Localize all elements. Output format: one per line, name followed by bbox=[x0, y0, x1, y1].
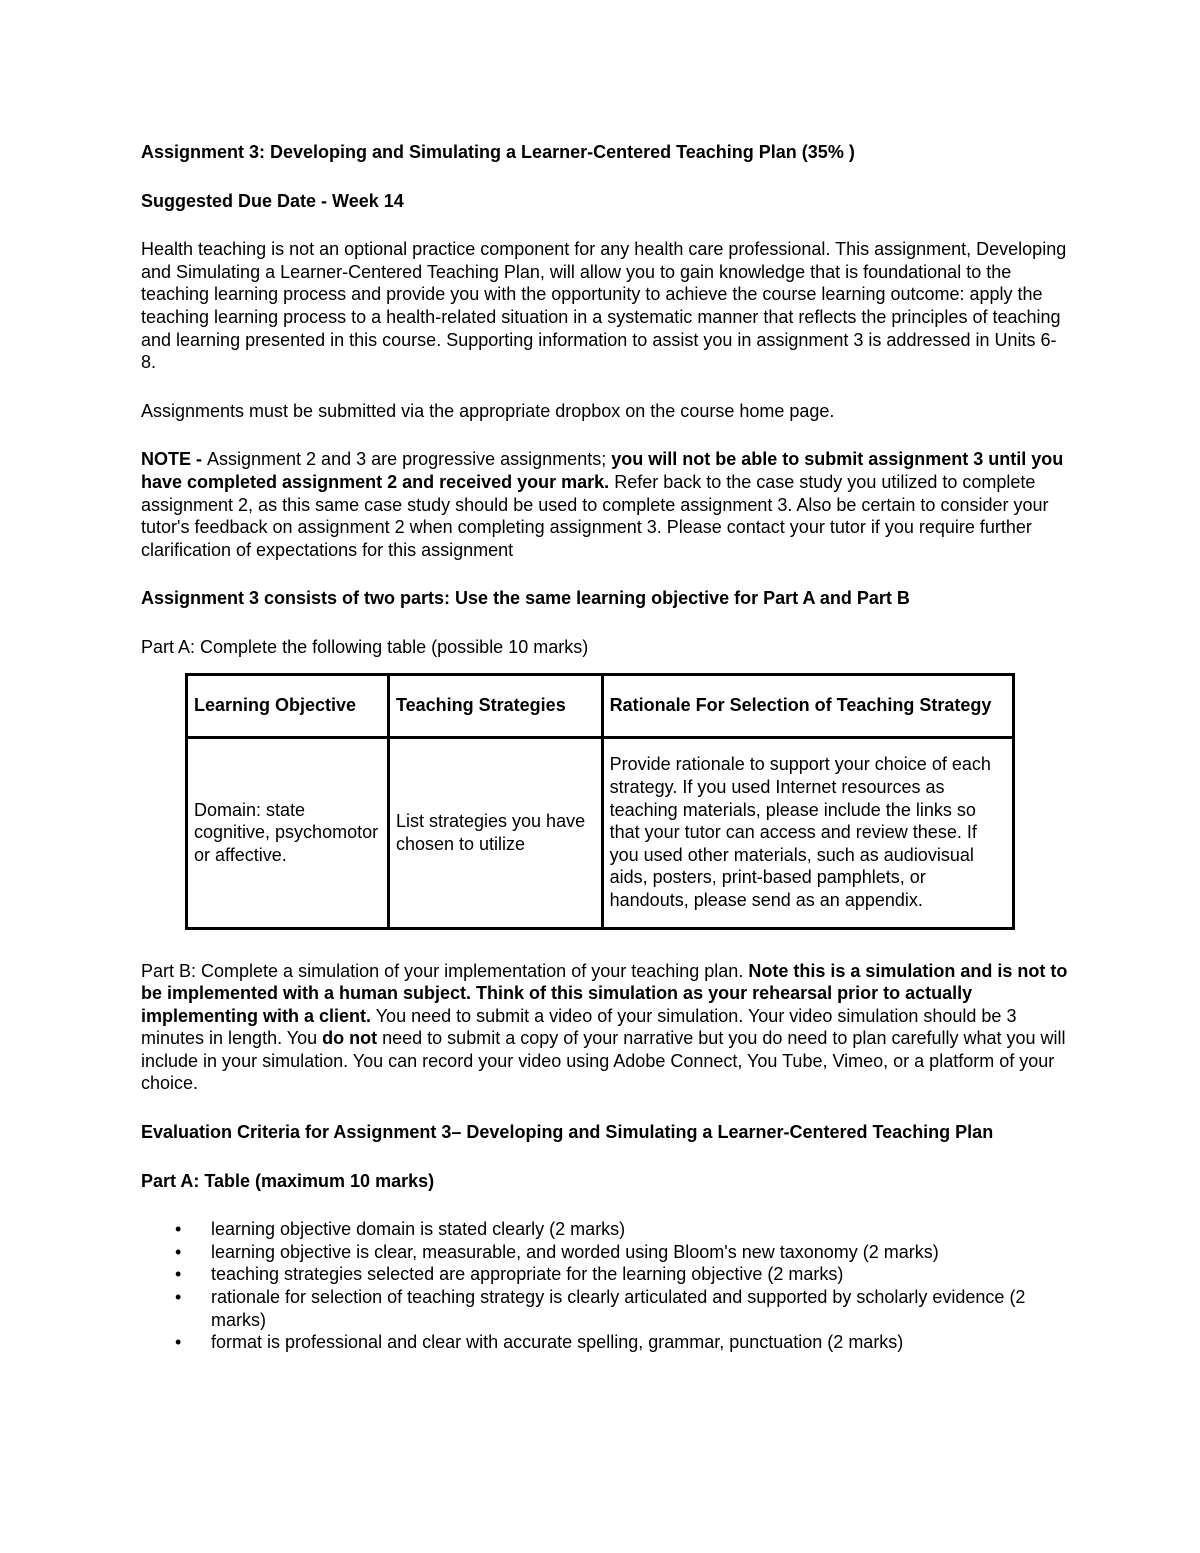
bullet-icon: • bbox=[175, 1287, 182, 1308]
list-item bbox=[141, 1263, 1071, 1286]
list-item bbox=[141, 1331, 1071, 1354]
criteria-text: format is professional and clear with accurate spelling, grammar, punctuation (2 marks) bbox=[211, 1332, 904, 1353]
part-a-heading: Part A: Table (maximum 10 marks) bbox=[141, 1170, 435, 1191]
table-row bbox=[187, 737, 1014, 928]
assignment-title: Assignment 3: Developing and Simulating a Learner-Centered Teaching Plan (35% ) bbox=[141, 142, 855, 162]
criteria-text: rationale for selection of teaching strategy is clearly articulated and supported by scholarly evidence (2 marks) bbox=[211, 1287, 1026, 1330]
parts-heading: Assignment 3 consists of two parts: Use the same learning objective for Part A and Part B bbox=[141, 588, 910, 609]
bullet-icon: • bbox=[175, 1332, 182, 1353]
cell-teaching-strategies: List strategies you have chosen to utilize bbox=[388, 737, 602, 928]
bullet-icon: • bbox=[175, 1241, 182, 1262]
criteria-text: teaching strategies selected are appropriate for the learning objective (2 marks) bbox=[211, 1264, 844, 1285]
table-header-row bbox=[187, 674, 1014, 737]
part-b-text-1: Part B: Complete a simulation of your implementation of your teaching plan. bbox=[141, 960, 749, 981]
bullet-icon: • bbox=[175, 1264, 182, 1285]
header-rationale: Rationale For Selection of Teaching Strategy bbox=[602, 674, 1013, 737]
part-b-bold-2: do not bbox=[322, 1028, 378, 1049]
header-learning-objective: Learning Objective bbox=[187, 674, 389, 737]
intro-paragraph: Health teaching is not an optional practice component for any health care professional. This assignment, Developing and Simulating a Learner-Centered Teaching Plan, will allow you to gain knowledge that is foundational to the teaching learning process and provide you with the opportunity to achieve the course learning outcome: apply the teaching learning process to a health-related situation in a systematic manner that reflects the principles of teaching and learning presented in this course. Supporting information to assist you in assignment 3 is addressed in Units 6-8. bbox=[141, 239, 1067, 373]
document-page bbox=[141, 141, 1071, 1354]
bullet-icon: • bbox=[175, 1219, 182, 1240]
part-b-text-2: You need to submit a video of your simulation. Your video simulation should be 3 minutes in length. You bbox=[141, 1005, 1017, 1049]
part-a-intro: Part A: Complete the following table (possible 10 marks) bbox=[141, 636, 589, 657]
criteria-text: learning objective domain is stated clearly (2 marks) bbox=[211, 1219, 626, 1240]
cell-learning-objective: Domain: state cognitive, psychomotor or affective. bbox=[187, 737, 389, 928]
criteria-text: learning objective is clear, measurable, and worded using Bloom's new taxonomy (2 marks) bbox=[211, 1241, 939, 1262]
part-b-text-3: need to submit a copy of your narrative but you do need to plan carefully what you will include in your simulation. You can record your video using Adobe Connect, You Tube, Vimeo, or a platform of your choice. bbox=[141, 1028, 1066, 1094]
list-item bbox=[141, 1218, 1071, 1241]
teaching-plan-table bbox=[185, 673, 1015, 930]
progressive-note bbox=[141, 448, 1071, 561]
note-label: NOTE - bbox=[141, 449, 207, 470]
note-bold-text: you will not be able to submit assignment 3 until you have completed assignment 2 and received your mark. bbox=[141, 449, 1064, 492]
due-date: Suggested Due Date - Week 14 bbox=[141, 190, 404, 211]
note-text-2: Refer back to the case study you utilized to complete assignment 2, as this same case study should be used to complete assignment 3. Also be certain to consider your tutor's feedback on assignment 2 when completing assignment 3. Please contact your tutor if you require further clarification of expectations for this assignment bbox=[141, 471, 1049, 560]
part-b-bold-1: Note this is a simulation and is not to be implemented with a human subject. Think of this simulation as your rehearsal prior to actually implementing with a client. bbox=[141, 960, 1068, 1026]
submission-note: Assignments must be submitted via the appropriate dropbox on the course home page. bbox=[141, 400, 835, 421]
part-b-paragraph bbox=[141, 960, 1071, 1096]
cell-rationale: Provide rationale to support your choice of each strategy. If you used Internet resources as teaching materials, please include the links so that your tutor can access and review these. If you used other materials, such as audiovisual aids, posters, print-based pamphlets, or handouts, please send as an appendix. bbox=[602, 737, 1013, 928]
header-teaching-strategies: Teaching Strategies bbox=[388, 674, 602, 737]
list-item bbox=[141, 1241, 1071, 1264]
list-item bbox=[141, 1286, 1071, 1331]
note-text-1: Assignment 2 and 3 are progressive assignments; bbox=[207, 449, 612, 470]
evaluation-heading: Evaluation Criteria for Assignment 3– Developing and Simulating a Learner-Centered Teaching Plan bbox=[141, 1122, 994, 1143]
criteria-list bbox=[141, 1218, 1071, 1354]
